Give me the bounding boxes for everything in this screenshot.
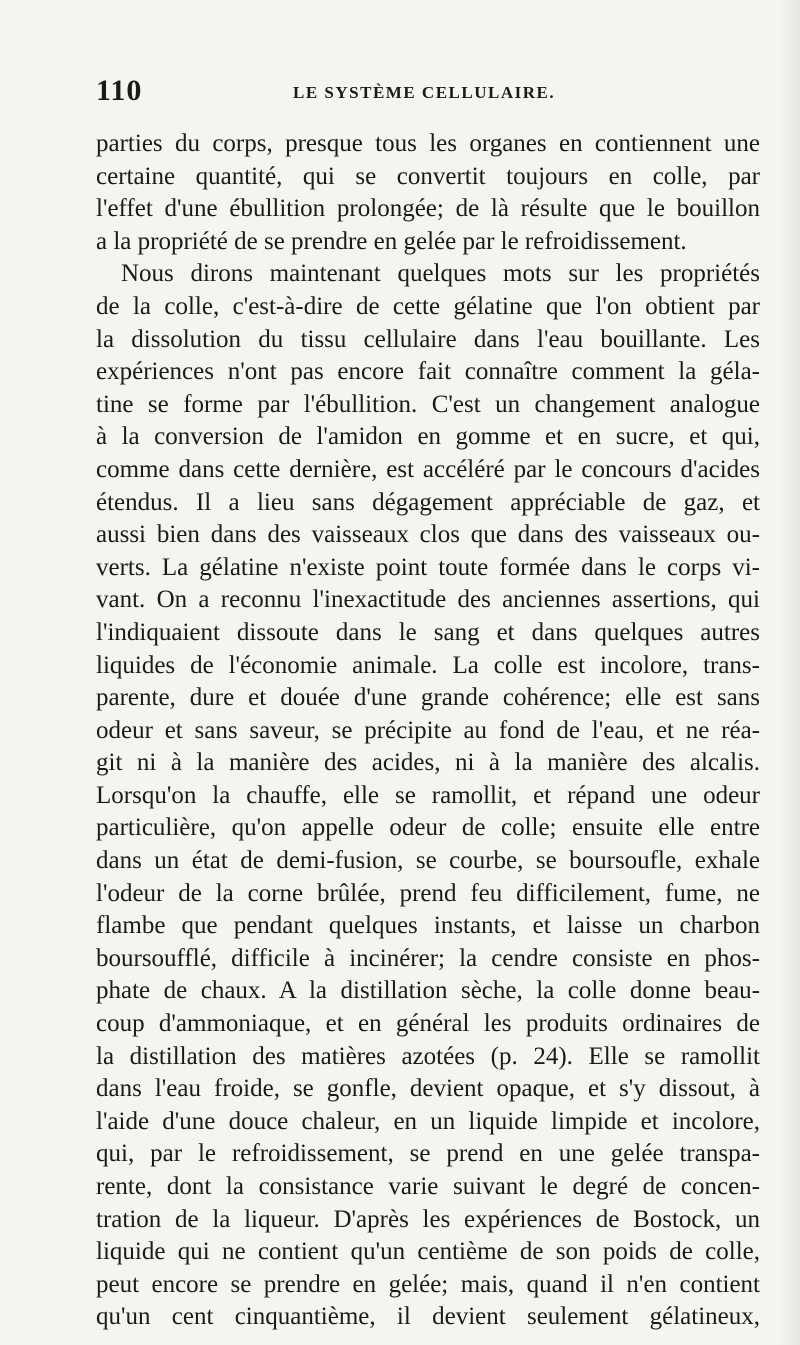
text-line: vant. On a reconnu l'inexactitude des anciennes assertions, qui — [96, 586, 760, 614]
text-line: phate de chaux. A la distillation sèche, la colle donne beau- — [96, 977, 760, 1005]
text-line: aussi bien dans des vaisseaux clos que dans des vaisseaux ou- — [96, 521, 760, 549]
text-line: qu'un cent cinquantième, il devient seulement gélatineux, — [96, 1303, 760, 1331]
text-line: parente, dure et douée d'une grande cohérence; elle est sans — [96, 684, 760, 712]
text-line: particulière, qu'on appelle odeur de colle; ensuite elle entre — [96, 814, 760, 842]
text-line: coup d'ammoniaque, et en général les produits ordinaires de — [96, 1010, 760, 1038]
text-line: Nous dirons maintenant quelques mots sur les propriétés — [121, 260, 760, 288]
text-line: boursoufflé, difficile à incinérer; la cendre consiste en phos- — [96, 944, 760, 972]
running-head — [96, 74, 756, 114]
text-line: l'indiquaient dissoute dans le sang et dans quelques autres — [96, 618, 760, 646]
text-line: l'odeur de la corne brûlée, prend feu difficilement, fume, ne — [96, 879, 760, 907]
text-line: git ni à la manière des acides, ni à la manière des alcalis. — [96, 749, 760, 777]
text-line: l'effet d'une ébullition prolongée; de là résulte que le bouillon — [96, 195, 760, 223]
text-line: tine se forme par l'ébullition. C'est un changement analogue — [96, 390, 760, 418]
text-line: dans un état de demi-fusion, se courbe, se boursoufle, exhale — [96, 847, 760, 875]
running-title: LE SYSTÈME CELLULAIRE. — [293, 83, 556, 102]
body-text — [96, 128, 760, 1334]
text-line: étendus. Il a lieu sans dégagement appréciable de gaz, et — [96, 488, 760, 516]
text-line: a la propriété de se prendre en gelée par le refroidissement. — [96, 227, 687, 255]
text-line: flambe que pendant quelques instants, et laisse un charbon — [96, 912, 760, 940]
text-line: l'aide d'une douce chaleur, en un liquide limpide et incolore, — [96, 1107, 760, 1135]
text-line: peut encore se prendre en gelée; mais, quand il n'en contient — [96, 1270, 760, 1298]
text-line: Lorsqu'on la chauffe, elle se ramollit, et répand une odeur — [96, 781, 760, 809]
text-line: odeur et sans saveur, se précipite au fond de l'eau, et ne réa- — [96, 716, 760, 744]
text-line: comme dans cette dernière, est accéléré par le concours d'acides — [96, 455, 760, 483]
text-line: parties du corps, presque tous les organes en contiennent une — [96, 130, 760, 157]
text-line: la dissolution du tissu cellulaire dans l'eau bouillante. Les — [96, 325, 760, 353]
text-line: de la colle, c'est-à-dire de cette gélatine que l'on obtient par — [96, 292, 760, 320]
text-line: liquide qui ne contient qu'un centième de son poids de colle, — [96, 1238, 760, 1266]
text-line: tration de la liqueur. D'après les expériences de Bostock, un — [96, 1205, 760, 1233]
text-line: à la conversion de l'amidon en gomme et en sucre, et qui, — [96, 423, 760, 451]
text-line: liquides de l'économie animale. La colle est incolore, trans- — [96, 651, 760, 679]
text-line: la distillation des matières azotées (p. 24). Elle se ramollit — [96, 1042, 760, 1070]
text-line: qui, par le refroidissement, se prend en une gelée transpa- — [96, 1140, 760, 1168]
text-line: verts. La gélatine n'existe point toute formée dans le corps vi- — [96, 553, 760, 581]
page-edge-shadow — [778, 0, 800, 1345]
page-number: 110 — [96, 74, 143, 107]
text-line: certaine quantité, qui se convertit toujours en colle, par — [96, 162, 760, 190]
text-line: rente, dont la consistance varie suivant le degré de concen- — [96, 1173, 760, 1200]
text-line: dans l'eau froide, se gonfle, devient opaque, et s'y dissout, à — [96, 1075, 760, 1103]
text-line: expériences n'ont pas encore fait connaître comment la géla- — [96, 358, 760, 386]
